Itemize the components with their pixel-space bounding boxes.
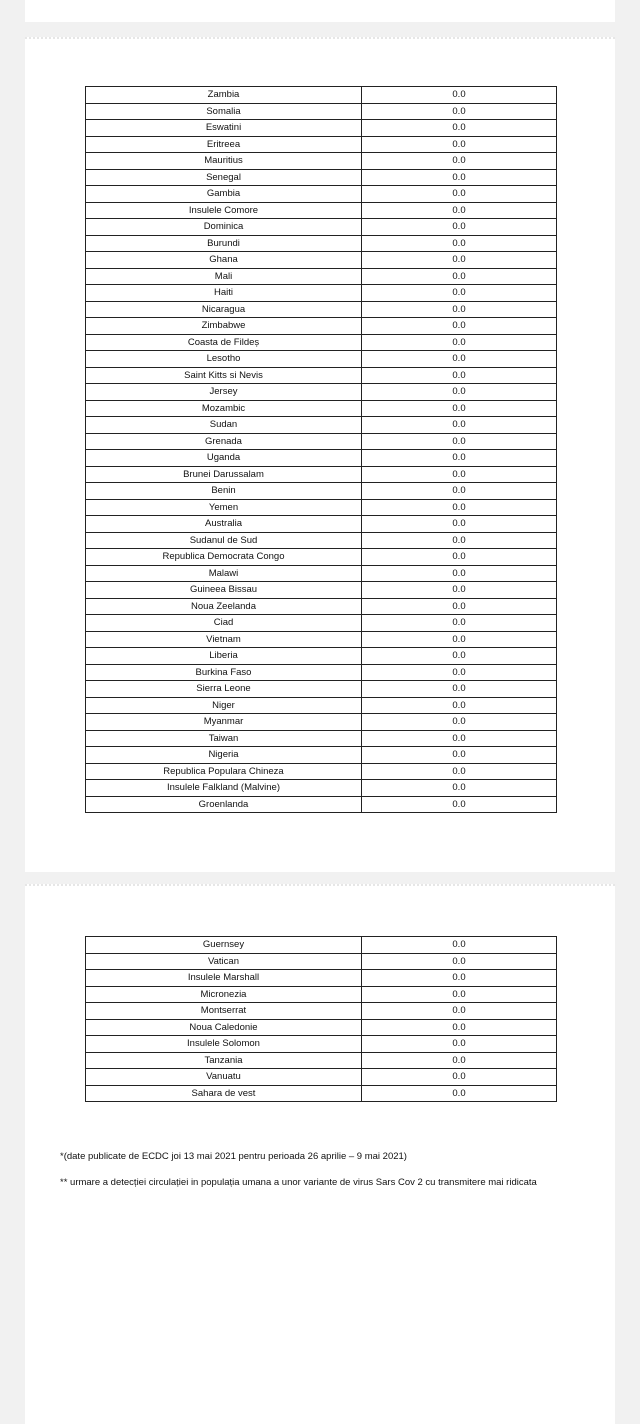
table-row xyxy=(86,648,557,665)
table-row xyxy=(86,285,557,302)
country-cell: Niger xyxy=(86,697,362,714)
country-cell: Sudanul de Sud xyxy=(86,532,362,549)
table-row xyxy=(86,953,557,970)
table-row xyxy=(86,219,557,236)
table-row xyxy=(86,103,557,120)
country-cell: Jersey xyxy=(86,384,362,401)
value-cell: 0.0 xyxy=(362,235,557,252)
country-cell: Ghana xyxy=(86,252,362,269)
table-row xyxy=(86,747,557,764)
table-row xyxy=(86,714,557,731)
country-values-table-1 xyxy=(85,86,557,813)
value-cell: 0.0 xyxy=(362,714,557,731)
table-row xyxy=(86,186,557,203)
table-row xyxy=(86,664,557,681)
table-row xyxy=(86,1069,557,1086)
document-page-1 xyxy=(25,37,615,872)
value-cell: 0.0 xyxy=(362,153,557,170)
value-cell: 0.0 xyxy=(362,367,557,384)
value-cell: 0.0 xyxy=(362,186,557,203)
table-row xyxy=(86,433,557,450)
value-cell: 0.0 xyxy=(362,483,557,500)
value-cell: 0.0 xyxy=(362,252,557,269)
value-cell: 0.0 xyxy=(362,169,557,186)
country-cell: Vietnam xyxy=(86,631,362,648)
value-cell: 0.0 xyxy=(362,937,557,954)
value-cell: 0.0 xyxy=(362,87,557,104)
table-row xyxy=(86,532,557,549)
country-cell: Uganda xyxy=(86,450,362,467)
value-cell: 0.0 xyxy=(362,285,557,302)
value-cell: 0.0 xyxy=(362,318,557,335)
country-cell: Myanmar xyxy=(86,714,362,731)
value-cell: 0.0 xyxy=(362,953,557,970)
value-cell: 0.0 xyxy=(362,631,557,648)
country-cell: Vanuatu xyxy=(86,1069,362,1086)
table-row xyxy=(86,1003,557,1020)
country-cell: Noua Caledonie xyxy=(86,1019,362,1036)
table-row xyxy=(86,417,557,434)
country-cell: Insulele Marshall xyxy=(86,970,362,987)
table-row xyxy=(86,87,557,104)
table-row xyxy=(86,970,557,987)
country-cell: Lesotho xyxy=(86,351,362,368)
table-row xyxy=(86,450,557,467)
value-cell: 0.0 xyxy=(362,549,557,566)
value-cell: 0.0 xyxy=(362,747,557,764)
table-row xyxy=(86,763,557,780)
value-cell: 0.0 xyxy=(362,450,557,467)
country-cell: Noua Zeelanda xyxy=(86,598,362,615)
table-row xyxy=(86,367,557,384)
table-row xyxy=(86,384,557,401)
value-cell: 0.0 xyxy=(362,763,557,780)
table-row xyxy=(86,582,557,599)
table-row xyxy=(86,730,557,747)
country-cell: Micronezia xyxy=(86,986,362,1003)
value-cell: 0.0 xyxy=(362,466,557,483)
table-row xyxy=(86,1019,557,1036)
value-cell: 0.0 xyxy=(362,1052,557,1069)
value-cell: 0.0 xyxy=(362,1085,557,1102)
footnote-source: *(date publicate de ECDC joi 13 mai 2021 pentru perioada 26 aprilie – 9 mai 2021) xyxy=(60,1151,407,1162)
value-cell: 0.0 xyxy=(362,1019,557,1036)
country-cell: Somalia xyxy=(86,103,362,120)
country-cell: Sudan xyxy=(86,417,362,434)
value-cell: 0.0 xyxy=(362,400,557,417)
value-cell: 0.0 xyxy=(362,582,557,599)
table-row xyxy=(86,235,557,252)
value-cell: 0.0 xyxy=(362,664,557,681)
table-row xyxy=(86,169,557,186)
table-row xyxy=(86,120,557,137)
country-cell: Mozambic xyxy=(86,400,362,417)
value-cell: 0.0 xyxy=(362,532,557,549)
country-cell: Insulele Solomon xyxy=(86,1036,362,1053)
table-row xyxy=(86,400,557,417)
table-row xyxy=(86,483,557,500)
country-cell: Tanzania xyxy=(86,1052,362,1069)
country-cell: Coasta de Fildeș xyxy=(86,334,362,351)
value-cell: 0.0 xyxy=(362,697,557,714)
country-cell: Eswatini xyxy=(86,120,362,137)
country-cell: Haiti xyxy=(86,285,362,302)
country-cell: Saint Kitts si Nevis xyxy=(86,367,362,384)
value-cell: 0.0 xyxy=(362,384,557,401)
country-cell: Grenada xyxy=(86,433,362,450)
table-row xyxy=(86,1052,557,1069)
table-row xyxy=(86,631,557,648)
country-cell: Australia xyxy=(86,516,362,533)
country-cell: Ciad xyxy=(86,615,362,632)
value-cell: 0.0 xyxy=(362,103,557,120)
value-cell: 0.0 xyxy=(362,796,557,813)
country-cell: Guineea Bissau xyxy=(86,582,362,599)
table-row xyxy=(86,334,557,351)
table-row xyxy=(86,986,557,1003)
value-cell: 0.0 xyxy=(362,120,557,137)
table-row xyxy=(86,598,557,615)
value-cell: 0.0 xyxy=(362,334,557,351)
previous-page-fragment xyxy=(25,0,615,22)
country-cell: Vatican xyxy=(86,953,362,970)
value-cell: 0.0 xyxy=(362,301,557,318)
table-row xyxy=(86,937,557,954)
country-cell: Sierra Leone xyxy=(86,681,362,698)
country-cell: Zambia xyxy=(86,87,362,104)
country-cell: Guernsey xyxy=(86,937,362,954)
value-cell: 0.0 xyxy=(362,219,557,236)
table-row xyxy=(86,301,557,318)
table-row xyxy=(86,780,557,797)
value-cell: 0.0 xyxy=(362,433,557,450)
country-cell: Eritreea xyxy=(86,136,362,153)
value-cell: 0.0 xyxy=(362,136,557,153)
value-cell: 0.0 xyxy=(362,516,557,533)
table-row xyxy=(86,268,557,285)
value-cell: 0.0 xyxy=(362,268,557,285)
country-cell: Yemen xyxy=(86,499,362,516)
country-cell: Senegal xyxy=(86,169,362,186)
document-page-2 xyxy=(25,884,615,1424)
value-cell: 0.0 xyxy=(362,351,557,368)
country-cell: Dominica xyxy=(86,219,362,236)
table-row xyxy=(86,697,557,714)
country-cell: Republica Democrata Congo xyxy=(86,549,362,566)
table-row xyxy=(86,549,557,566)
value-cell: 0.0 xyxy=(362,986,557,1003)
country-values-table-2 xyxy=(85,936,557,1102)
country-cell: Nicaragua xyxy=(86,301,362,318)
table-row xyxy=(86,153,557,170)
value-cell: 0.0 xyxy=(362,681,557,698)
table-row xyxy=(86,351,557,368)
table-row xyxy=(86,565,557,582)
value-cell: 0.0 xyxy=(362,1069,557,1086)
value-cell: 0.0 xyxy=(362,970,557,987)
country-cell: Nigeria xyxy=(86,747,362,764)
country-cell: Brunei Darussalam xyxy=(86,466,362,483)
country-cell: Malawi xyxy=(86,565,362,582)
table-row xyxy=(86,615,557,632)
value-cell: 0.0 xyxy=(362,780,557,797)
footnote-variants: ** urmare a detecției circulației in populația umana a unor variante de virus Sars Cov 2 cu transmitere mai ridicata xyxy=(60,1177,537,1188)
value-cell: 0.0 xyxy=(362,1036,557,1053)
value-cell: 0.0 xyxy=(362,730,557,747)
country-cell: Zimbabwe xyxy=(86,318,362,335)
country-cell: Republica Populara Chineza xyxy=(86,763,362,780)
value-cell: 0.0 xyxy=(362,565,557,582)
value-cell: 0.0 xyxy=(362,499,557,516)
country-cell: Benin xyxy=(86,483,362,500)
country-cell: Insulele Comore xyxy=(86,202,362,219)
country-cell: Montserrat xyxy=(86,1003,362,1020)
table-row xyxy=(86,1085,557,1102)
country-cell: Liberia xyxy=(86,648,362,665)
value-cell: 0.0 xyxy=(362,1003,557,1020)
country-cell: Burkina Faso xyxy=(86,664,362,681)
table-row xyxy=(86,318,557,335)
country-cell: Sahara de vest xyxy=(86,1085,362,1102)
table-row xyxy=(86,136,557,153)
value-cell: 0.0 xyxy=(362,202,557,219)
table-row xyxy=(86,252,557,269)
country-cell: Burundi xyxy=(86,235,362,252)
table-row xyxy=(86,202,557,219)
table-row xyxy=(86,681,557,698)
value-cell: 0.0 xyxy=(362,615,557,632)
country-cell: Insulele Falkland (Malvine) xyxy=(86,780,362,797)
table-row xyxy=(86,796,557,813)
country-cell: Mauritius xyxy=(86,153,362,170)
value-cell: 0.0 xyxy=(362,417,557,434)
country-cell: Taiwan xyxy=(86,730,362,747)
table-row xyxy=(86,466,557,483)
value-cell: 0.0 xyxy=(362,598,557,615)
country-cell: Gambia xyxy=(86,186,362,203)
table-row xyxy=(86,499,557,516)
table-row xyxy=(86,516,557,533)
value-cell: 0.0 xyxy=(362,648,557,665)
country-cell: Groenlanda xyxy=(86,796,362,813)
country-cell: Mali xyxy=(86,268,362,285)
table-row xyxy=(86,1036,557,1053)
